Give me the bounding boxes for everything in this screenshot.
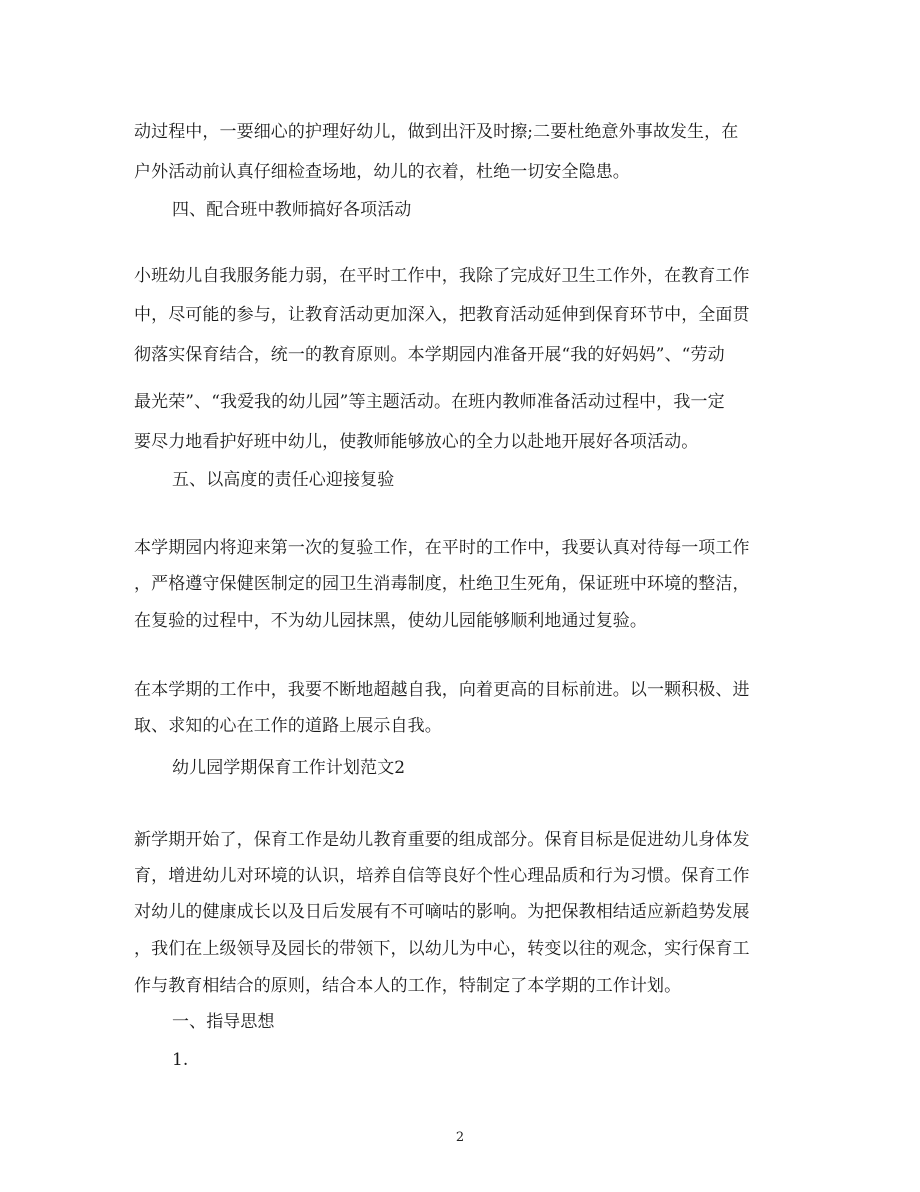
section-heading: 幼儿园学期保育工作计划范文2: [172, 758, 406, 778]
body-text-line: 在复验的过程中，不为幼儿园抹黑，使幼儿园能够顺利地通过复验。: [134, 611, 647, 631]
body-text-line: 本学期园内将迎来第一次的复验工作，在平时的工作中，我要认真对待每一项工作: [134, 538, 750, 558]
body-text-line: 育，增进幼儿对环境的认识，培养自信等良好个性心理品质和行为习惯。保育工作: [134, 866, 750, 886]
body-text-line: 彻落实保育结合，统一的教育原则。本学期园内准备开展“我的好妈妈”、“劳动: [134, 345, 725, 365]
body-text-line: 取、求知的心在工作的道路上展示自我。: [134, 716, 442, 736]
body-text-line: 最光荣”、“我爱我的幼儿园”等主题活动。在班内教师准备活动过程中，我一定: [134, 392, 725, 412]
section-heading: 四、配合班中教师搞好各项活动: [172, 200, 412, 220]
body-text-line: ，我们在上级领导及园长的带领下，以幼儿为中心，转变以往的观念，实行保育工: [134, 939, 750, 959]
body-text-line: 在本学期的工作中，我要不断地超越自我，向着更高的目标前进。以一颗积极、进: [134, 680, 750, 700]
body-text-line: ，严格遵守保健医制定的园卫生消毒制度，杜绝卫生死角，保证班中环境的整洁，: [134, 574, 750, 594]
body-text-line: 中，尽可能的参与，让教育活动更加深入，把教育活动延伸到保育环节中，全面贯: [134, 305, 750, 325]
body-text-line: 小班幼儿自我服务能力弱，在平时工作中，我除了完成好卫生工作外，在教育工作: [134, 266, 750, 286]
body-text-line: 作与教育相结合的原则，结合本人的工作，特制定了本学期的工作计划。: [134, 976, 682, 996]
list-marker: 1.: [172, 1050, 189, 1070]
section-heading: 五、以高度的责任心迎接复验: [172, 470, 395, 490]
section-heading: 一、指导思想: [172, 1012, 275, 1032]
body-text-line: 要尽力地看护好班中幼儿，使教师能够放心的全力以赴地开展好各项活动。: [134, 432, 699, 452]
body-text-line: 新学期开始了，保育工作是幼儿教育重要的组成部分。保育目标是促进幼儿身体发: [134, 830, 750, 850]
page-number: 2: [455, 1130, 465, 1145]
body-text-line: 动过程中，一要细心的护理好幼儿，做到出汗及时擦;二要杜绝意外事故发生，在: [134, 122, 739, 142]
body-text-line: 对幼儿的健康成长以及日后发展有不可嘀咕的影响。为把保教相结适应新趋势发展: [134, 902, 750, 922]
body-text-line: 户外活动前认真仔细检查场地，幼儿的衣着，杜绝一切安全隐患。: [134, 162, 630, 182]
